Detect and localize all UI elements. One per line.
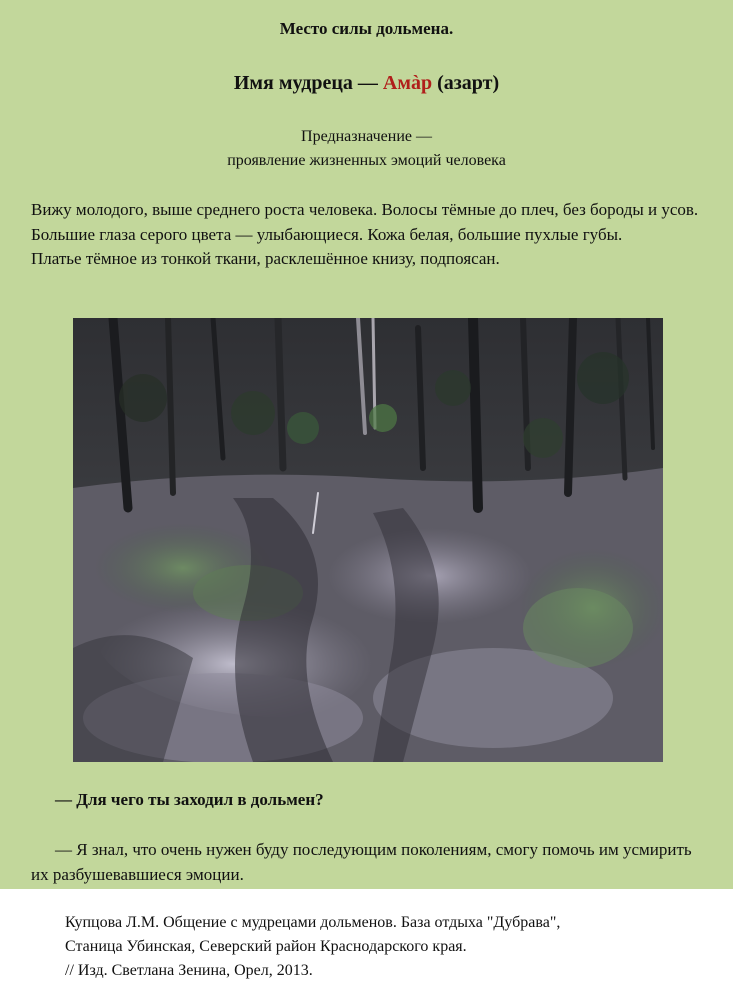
purpose-line-2: проявление жизненных эмоций человека	[227, 152, 506, 169]
citation-line-2: Станица Убинская, Северский район Краснодарского края.	[65, 938, 467, 955]
description-paragraph-1: Вижу молодого, выше среднего роста человека. Волосы тёмные до плеч, без бороды и усов. Большие глаза серого цвета — улыбающиеся. Кожа белая, большие пухлые губы.	[31, 200, 699, 244]
dialogue-answer-text: — Я знал, что очень нужен буду последующим поколениям, смогу помочь им усмирить их разбушевавшиеся эмоции.	[31, 840, 692, 884]
dialogue-question: — Для чего ты заходил в дольмен?	[55, 790, 324, 809]
sage-heading	[0, 72, 733, 95]
citation	[65, 911, 705, 983]
sage-suffix: (азарт)	[432, 72, 500, 94]
forest-photo	[73, 318, 663, 762]
purpose-line-1: Предназначение —	[301, 128, 432, 145]
forest-photo-illustration	[73, 318, 663, 762]
citation-line-3: // Изд. Светлана Зенина, Орел, 2013.	[65, 962, 313, 979]
purpose-block	[0, 125, 733, 173]
sage-prefix: Имя мудреца —	[233, 72, 383, 94]
description-paragraph-2: Платье тёмное из тонкой ткани, расклешённое книзу, подпоясан.	[31, 249, 500, 268]
sage-name: Амàр	[382, 72, 433, 94]
citation-line-1: Купцова Л.М. Общение с мудрецами дольменов. База отдыха "Дубрава",	[65, 914, 561, 931]
page-title: Место силы дольмена.	[279, 19, 454, 38]
dialogue-answer	[31, 837, 711, 887]
description	[31, 198, 711, 272]
